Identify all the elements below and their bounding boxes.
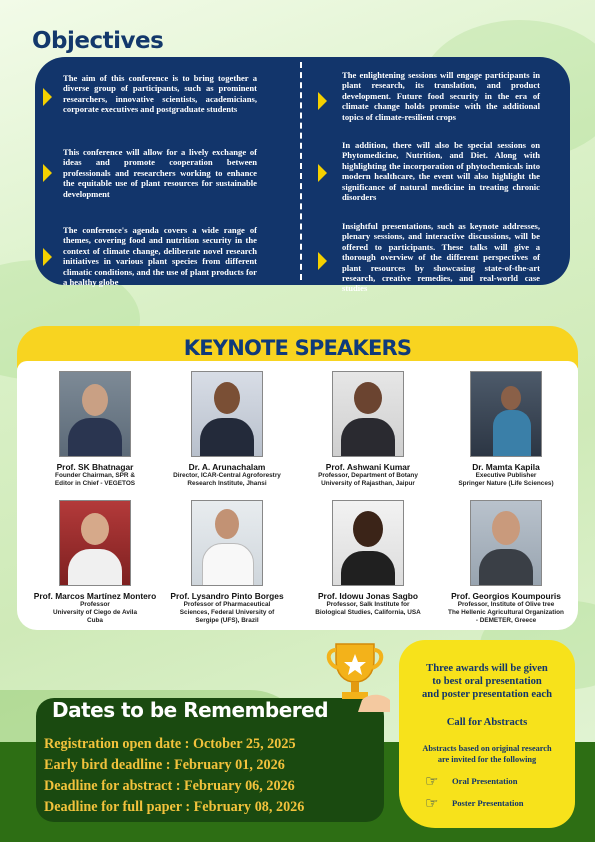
dates-title: Dates to be Remembered [52, 698, 329, 722]
objective-item: Insightful presentations, such as keynote addresses, plenary sessions, and interactive discussions, will be offered to participants. These talks will give a thorough overview of the different perspectives of plant resources by showcasing state-of-the-art research, creative remedies, and real-world case studies [342, 221, 540, 294]
speaker-card [298, 500, 438, 617]
speaker-affiliation: Founder Chairman, SPR & [55, 472, 135, 479]
date-item: Deadline for abstract : February 06, 2026 [44, 778, 295, 794]
speaker-photo [59, 371, 131, 457]
speaker-card [157, 500, 297, 625]
keynote-title: KEYNOTE SPEAKERS [183, 336, 412, 360]
speaker-card [157, 371, 297, 488]
speaker-affiliation: Sergipe (UFS), Brazil [195, 617, 259, 624]
speaker-affiliation: Cuba [87, 617, 103, 624]
speaker-affiliation: - DEMETER, Greece [475, 617, 537, 624]
objectives-divider [300, 62, 302, 280]
objective-item: The conference's agenda covers a wide range of themes, covering food and nutrition security in the context of climate change, deliberate novel research initiatives in various plant species from different climatic conditions, and the use of plant products for a healthy globe [63, 225, 257, 288]
objectives-title: Objectives [32, 28, 164, 54]
speaker-affiliation: Springer Nature (Life Sciences) [458, 480, 554, 487]
speaker-photo [191, 500, 263, 586]
speaker-name: Prof. Marcos Martínez Montero [33, 591, 157, 601]
speaker-affiliation: Research Institute, Jhansi [187, 480, 267, 487]
speaker-name: Prof. Georgios Koumpouris [451, 591, 561, 601]
speaker-card [25, 500, 165, 625]
call-description: Abstracts based on original research [422, 744, 552, 753]
objective-item: In addition, there will also be special sessions on Phytomedicine, Nutrition, and Diet. Along with highlighting the incorporation of phytochemicals into modern healthcare, the event will also highlight the significance of natural medicine in treating chronic disorders [342, 140, 540, 203]
speaker-card [436, 371, 576, 488]
speaker-name: Prof. Idowu Jonas Sagbo [317, 591, 419, 601]
speaker-affiliation: Director, ICAR-Central Agroforestry [173, 472, 281, 479]
speaker-card [436, 500, 576, 625]
speaker-photo [59, 500, 131, 586]
speaker-affiliation: Professor, Salk Institute for [326, 601, 410, 608]
call-for-abstracts-title: Call for Abstracts [446, 717, 528, 728]
speaker-name: Dr. A. Arunachalam [188, 462, 266, 472]
speaker-affiliation: Professor of Pharmaceutical [183, 601, 271, 608]
speaker-name: Prof. Lysandro Pinto Borges [170, 591, 284, 601]
trophy-icon [322, 640, 392, 712]
speaker-photo [191, 371, 263, 457]
pointing-hand-icon: ☞ [425, 796, 439, 812]
objective-item: The enlightening sessions will engage participants in plant research, its translation, and product development. Future food security in the era of climate change holds promise with the additional topics of climate-resilient crops [342, 70, 540, 122]
arrow-icon [43, 248, 52, 266]
speaker-name: Prof. SK Bhatnagar [56, 462, 134, 472]
speaker-affiliation: The Hellenic Agricultural Organization [448, 609, 564, 616]
speaker-affiliation: University of Rajasthan, Jaipur [321, 480, 415, 487]
awards-line: Three awards will be given [426, 663, 548, 674]
speaker-photo [332, 500, 404, 586]
speaker-affiliation: Professor, Department of Botany [318, 472, 418, 479]
speaker-affiliation: Professor [80, 601, 110, 608]
speaker-affiliation: Executive Publisher [475, 472, 537, 479]
date-item: Deadline for full paper : February 08, 2026 [44, 799, 305, 815]
call-description: are invited for the following [437, 755, 537, 764]
speaker-name: Prof. Ashwani Kumar [325, 462, 411, 472]
objective-item: This conference will allow for a lively exchange of ideas and promote cooperation between professionals and researchers working to enhance the equitable use of plant resources for sustainable development [63, 147, 257, 199]
speaker-card [298, 371, 438, 488]
awards-line: and poster presentation each [422, 689, 552, 700]
arrow-icon [318, 252, 327, 270]
oral-presentation-option: Oral Presentation [452, 776, 518, 786]
poster-presentation-option: Poster Presentation [452, 798, 524, 808]
speaker-affiliation: Biological Studies, California, USA [315, 609, 421, 616]
pointing-hand-icon: ☞ [425, 774, 439, 790]
date-item: Registration open date : October 25, 2025 [44, 736, 296, 752]
arrow-icon [318, 92, 327, 110]
arrow-icon [43, 88, 52, 106]
speaker-affiliation: Sciences, Federal University of [179, 609, 275, 616]
speaker-name: Dr. Mamta Kapila [472, 462, 540, 472]
speaker-photo [470, 371, 542, 457]
speaker-affiliation: Professor, Institute of Olive tree [457, 601, 555, 608]
speaker-affiliation: Editor in Chief - VEGETOS [54, 480, 136, 487]
speaker-affiliation: University of Ciego de Avila [52, 609, 138, 616]
speaker-photo [470, 500, 542, 586]
objective-item: The aim of this conference is to bring together a diverse group of participants, such as prominent researchers, innovative scientists, academicians, corporate executives and postgraduate students [63, 73, 257, 115]
date-item: Early bird deadline : February 01, 2026 [44, 757, 285, 773]
speaker-photo [332, 371, 404, 457]
arrow-icon [43, 164, 52, 182]
speaker-card [25, 371, 165, 488]
awards-line: to best oral presentation [432, 676, 542, 687]
arrow-icon [318, 164, 327, 182]
